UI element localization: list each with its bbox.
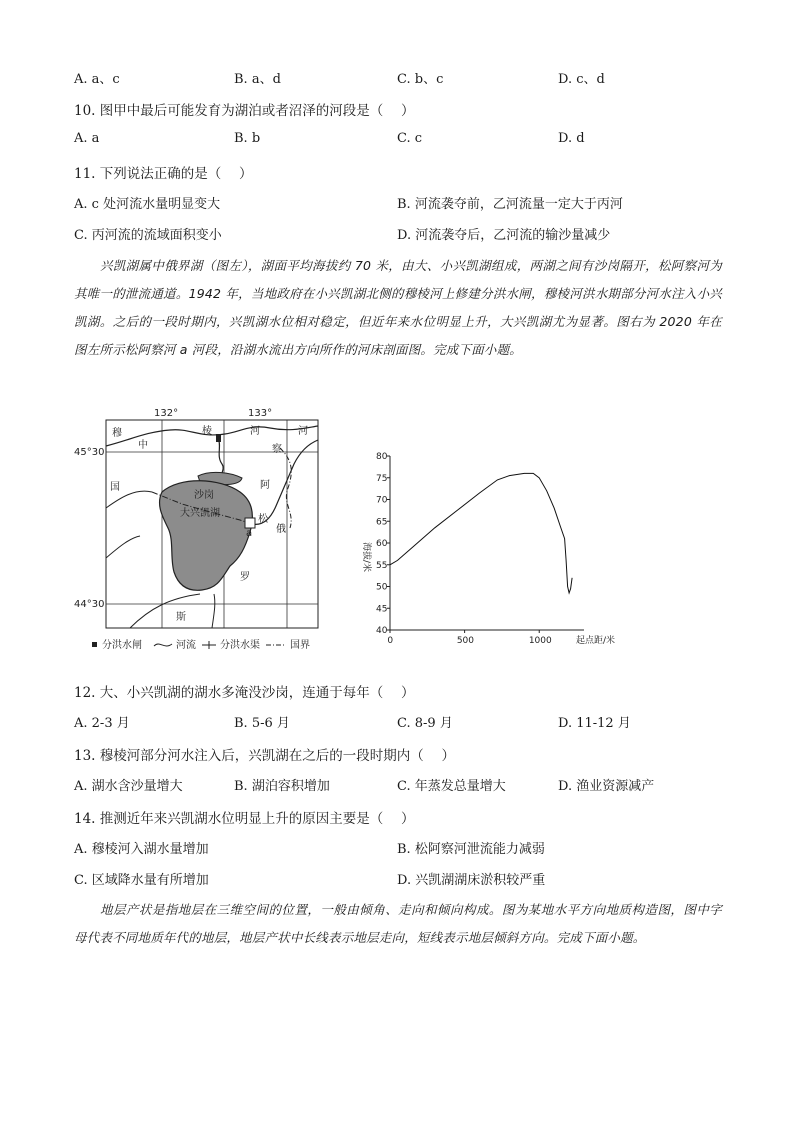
y-tick-label: 55 xyxy=(376,560,388,571)
border-line xyxy=(280,448,291,528)
legend-gate: 分洪水闸 xyxy=(102,640,142,651)
x-axis-label: 起点距/米 xyxy=(576,636,616,646)
y-tick-label: 60 xyxy=(376,539,388,549)
map-char-luo: 罗 xyxy=(240,572,250,583)
border-line xyxy=(106,491,152,508)
q13-option-b: B. 湖泊容积增加 xyxy=(234,779,330,794)
map-char-mu: 穆 xyxy=(112,428,122,439)
q9-option-d: D. c、d xyxy=(558,72,605,87)
q11-option-a: A. c 处河流水量明显变大 xyxy=(74,197,221,212)
q9-option-c: C. b、c xyxy=(397,72,444,87)
map-char-si: 斯 xyxy=(176,612,186,623)
q12-option-d: D. 11-12 月 xyxy=(558,716,631,731)
river-line xyxy=(130,594,200,628)
q14-option-a: A. 穆棱河入湖水量增加 xyxy=(74,842,209,857)
passage-xingkai-lake: 兴凯湖属中俄界湖（图左），湖面平均海拔约 70 米，由大、小兴凯湖组成，两湖之间有沙岗隔开，松阿察河为其唯一的泄流通道。1942 年，当地政府在小兴凯湖北侧的穆棱河上修建分洪水闸，穆棱河洪水期部分河水注入小兴凯湖。之后的一段时期内，兴凯湖水位相对稳定，但近年来水位明显上升，大兴凯湖尤为显著。图右为 2020 年在图左所示松阿察河 a 河段，沿湖水流出方向所作的河床剖面图。完成下面小题。 xyxy=(74,258,722,357)
x-tick-label: 1000 xyxy=(528,636,552,646)
map-char-cha: 察 xyxy=(272,444,282,455)
q10-option-c: C. c xyxy=(397,131,423,146)
map-char-a: 阿 xyxy=(260,480,270,491)
q10-option-b: B. b xyxy=(234,131,261,146)
legend-gate-icon xyxy=(92,642,97,647)
lake-label: 大兴凯湖 xyxy=(180,508,220,519)
x-tick-label: 500 xyxy=(456,636,475,646)
q14-option-d: D. 兴凯湖湖床淤积较严重 xyxy=(397,873,546,888)
q14-option-b: B. 松阿察河泄流能力减弱 xyxy=(397,842,545,857)
map-char-he2: 河 xyxy=(298,426,308,437)
lon-label-133: 133° xyxy=(248,408,273,419)
y-tick-label: 40 xyxy=(376,626,388,636)
point-a-label: a xyxy=(246,528,253,539)
legend-river: 河流 xyxy=(176,640,196,651)
y-tick-label: 50 xyxy=(376,582,388,593)
q11-option-c: C. 丙河流的流域面积变小 xyxy=(74,228,222,243)
sandbar-label: 沙岗 xyxy=(194,490,214,501)
passage-stratum-attitude: 地层产状是指地层在三维空间的位置，一般由倾角、走向和倾向构成。图为某地水平方向地质构造图，图中字母代表不同地质年代的地层，地层产状中长线表示地层走向，短线表示地层倾斜方向。完成下面小题。 xyxy=(74,902,722,945)
y-tick-label: 65 xyxy=(376,517,388,528)
q10-stem: 10. 图甲中最后可能发育为湖泊或者沼泽的河段是（ ） xyxy=(74,103,415,119)
q10-option-d: D. d xyxy=(558,131,585,146)
legend-river-icon xyxy=(154,644,172,646)
q14-option-c: C. 区域降水量有所增加 xyxy=(74,873,209,888)
river-line xyxy=(212,594,215,628)
map-char-guo: 国 xyxy=(110,482,120,493)
y-tick-label: 70 xyxy=(376,495,388,506)
y-tick-label: 45 xyxy=(376,604,388,615)
y-tick-label: 80 xyxy=(376,452,388,462)
river-line xyxy=(106,536,140,558)
q12-stem: 12. 大、小兴凯湖的湖水多淹没沙岗，连通于每年（ ） xyxy=(74,685,415,701)
profile-line xyxy=(390,473,572,593)
lat-label-4530: 45°30' xyxy=(74,447,108,458)
q12-option-b: B. 5-6 月 xyxy=(234,716,290,731)
y-tick-label: 75 xyxy=(376,473,388,484)
q11-stem: 11. 下列说法正确的是（ ） xyxy=(74,166,253,182)
xingkai-lake-map xyxy=(74,408,330,656)
q10-option-a: A. a xyxy=(74,131,100,146)
q13-stem: 13. 穆棱河部分河水注入后，兴凯湖在之后的一段时期内（ ） xyxy=(74,748,456,764)
q13-option-a: A. 湖水含沙量增大 xyxy=(74,779,183,794)
q9-option-b: B. a、d xyxy=(234,72,281,87)
flood-gate-icon xyxy=(216,434,221,442)
x-tick-label: 0 xyxy=(387,636,394,646)
y-axis-label: 海拔/米 xyxy=(361,542,371,573)
map-char-zhong: 中 xyxy=(138,440,148,451)
q12-option-a: A. 2-3 月 xyxy=(74,716,130,731)
q11-option-d: D. 河流袭夺后，乙河流的输沙量减少 xyxy=(397,228,611,243)
point-a-box xyxy=(245,518,255,528)
lon-label-132: 132° xyxy=(154,408,179,419)
legend-border: 国界 xyxy=(290,640,310,651)
q11-option-b: B. 河流袭夺前，乙河流量一定大于丙河 xyxy=(397,197,623,212)
q9-option-a: A. a、c xyxy=(74,72,120,87)
q12-option-c: C. 8-9 月 xyxy=(397,716,453,731)
map-char-song: 松 xyxy=(258,514,268,525)
map-char-he: 河 xyxy=(250,426,260,437)
q13-option-c: C. 年蒸发总量增大 xyxy=(397,779,506,794)
q13-option-d: D. 渔业资源减产 xyxy=(558,779,655,794)
q14-stem: 14. 推测近年来兴凯湖水位明显上升的原因主要是（ ） xyxy=(74,811,415,827)
map-char-e: 俄 xyxy=(276,524,286,535)
lat-label-4430: 44°30' xyxy=(74,599,108,610)
map-char-leng: 棱 xyxy=(202,426,212,437)
riverbed-profile-chart xyxy=(350,448,650,650)
legend-channel: 分洪水渠 xyxy=(220,640,260,651)
